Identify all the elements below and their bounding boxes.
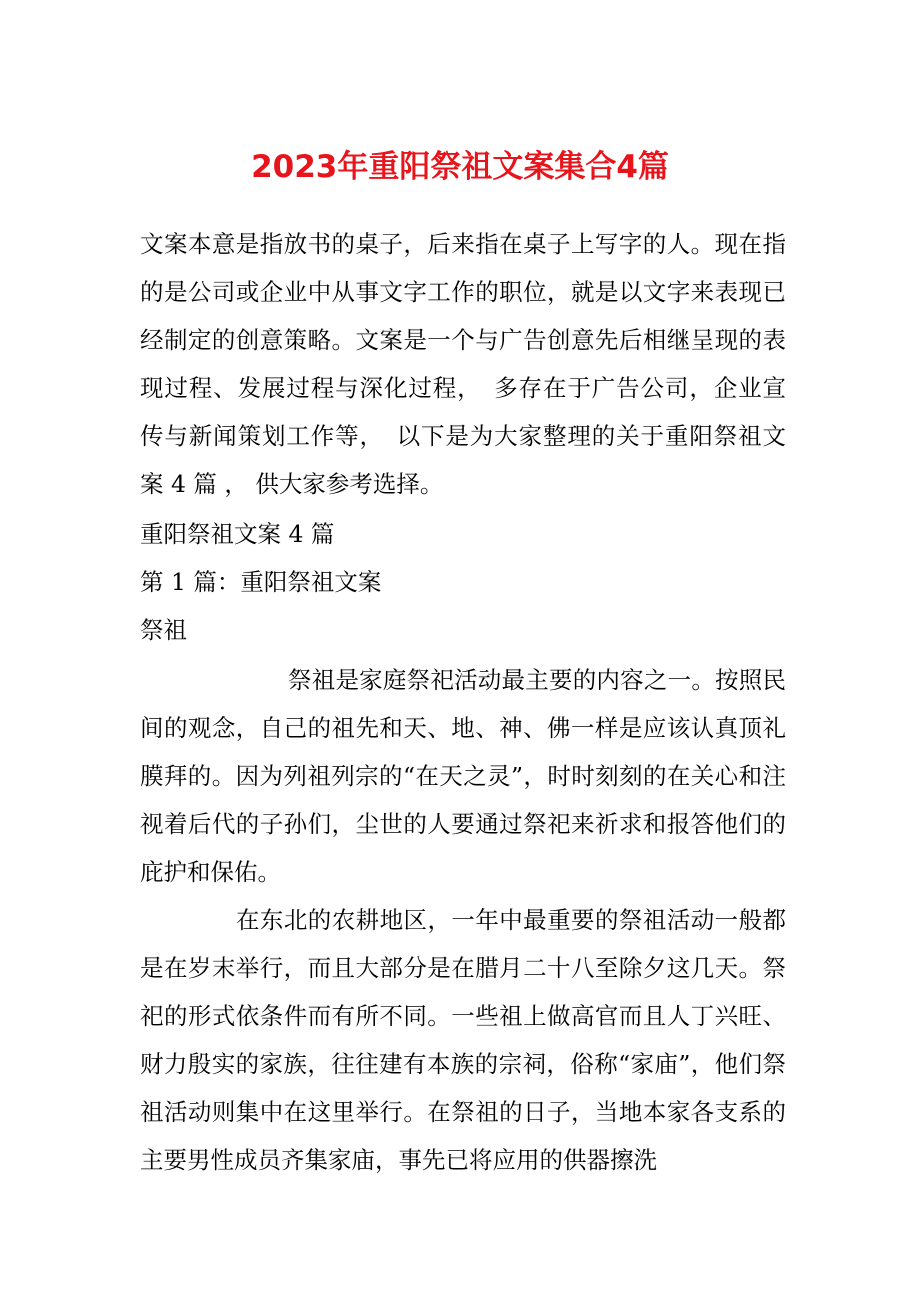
intro-paragraph: 文案本意是指放书的桌子，后来指在桌子上写字的人。现在指的是公司或企业中从事文字工作的职位，就是以文字来表现已经制定的创意策略。文案是一个与广告创意先后相继呈现的表现过程、发展过程与深化过程， 多存在于广告公司，企业宣传与新闻策划工作等， 以下是为大家整理的关于重阳祭祖文案 4 篇 ， 供大家参考选择。 <box>140 230 786 498</box>
section-heading: 祭祖 <box>140 616 187 644</box>
chapter-heading: 第 1 篇：重阳祭祖文案 <box>140 568 382 596</box>
document-title: 2023年重阳祭祖文案集合4篇 <box>251 149 669 185</box>
collection-subtitle: 重阳祭祖文案 4 篇 <box>140 520 335 548</box>
body-paragraph: 祭祖是家庭祭祀活动最主要的内容之一。按照民间的观念，自己的祖先和天、地、神、佛一样是应该认真顶礼膜拜的。因为列祖列宗的“在天之灵”，时时刻刻的在关心和注视着后代的子孙们，尘世的人要通过祭祀来祈求和报答他们的庇护和保佑。 <box>140 666 786 886</box>
body-paragraph: 在东北的农耕地区，一年中最重要的祭祖活动一般都是在岁末举行，而且大部分是在腊月二十八至除夕这几天。祭祀的形式依条件而有所不同。一些祖上做高官而且人丁兴旺、财力殷实的家族，往往建有本族的宗祠，俗称“家庙”，他们祭祖活动则集中在这里举行。在祭祖的日子，当地本家各支系的主要男性成员齐集家庙，事先已将应用的供器擦洗 <box>140 906 786 1174</box>
